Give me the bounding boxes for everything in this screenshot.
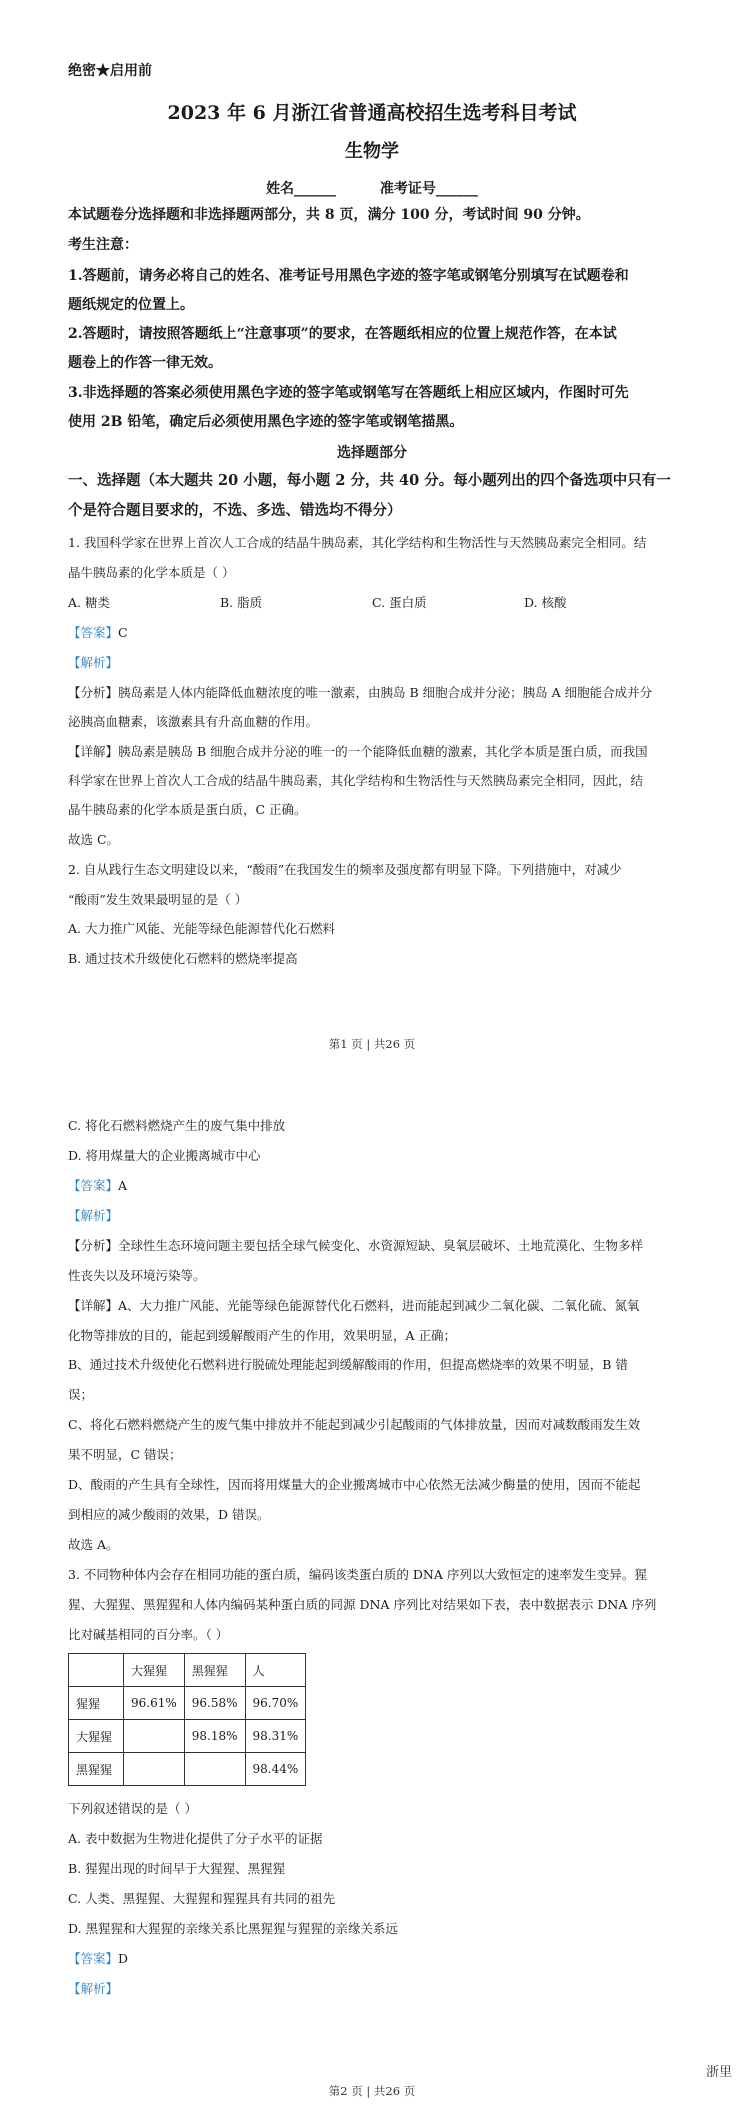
q2-option-b: B. 通过技术升级使化石燃料的燃烧率提高: [68, 951, 298, 966]
answer-tag: 【答案】: [68, 625, 119, 640]
table-row-label: 黑猩猩: [69, 1753, 124, 1786]
q2-option-a: A. 大力推广风能、光能等绿色能源替代化石燃料: [68, 921, 335, 936]
dna-comparison-table: [68, 1653, 306, 1786]
exam-title: 2023 年 6 月浙江省普通高校招生选考科目考试: [167, 102, 577, 124]
note-line: 题卷上的作答一律无效。: [68, 355, 222, 371]
table-cell: [184, 1753, 245, 1786]
table-row: [69, 1753, 306, 1786]
q3-option-d: D. 黑猩猩和大猩猩的亲缘关系比黑猩猩与猩猩的亲缘关系远: [68, 1921, 399, 1936]
q2-option-c: C. 将化石燃料燃烧产生的废气集中排放: [68, 1118, 286, 1133]
subject-title: 生物学: [345, 141, 399, 162]
note-line: 1.答题前，请务必将自己的姓名、准考证号用黑色字迹的签字笔或钢笔分别填写在试题卷和: [68, 268, 629, 284]
table-cell: 98.31%: [245, 1720, 306, 1753]
analysis-tag: 【解析】: [68, 1208, 119, 1223]
table-header-row: [69, 1654, 306, 1687]
q1-answer: [68, 624, 676, 642]
table-cell: 96.58%: [184, 1687, 245, 1720]
analysis-tag: 【解析】: [68, 1981, 119, 1996]
q1-fenxi-line: 【分析】胰岛素是人体内能降低血糖浓度的唯一激素，由胰岛 B 细胞合成并分泌；胰岛 A 细胞能合成并分: [68, 685, 653, 700]
section-heading-line: 一、选择题（本大题共 20 小题，每小题 2 分，共 40 分。每小题列出的四个备选项中只有一: [68, 472, 671, 489]
q1-option-b: B. 脂质: [220, 595, 263, 610]
table-row: [69, 1720, 306, 1753]
q3-answer: [68, 1950, 676, 1968]
answer-tag: 【答案】: [68, 1178, 119, 1193]
analysis-tag: 【解析】: [68, 655, 119, 670]
table-cell: [124, 1720, 185, 1753]
intro-text: 本试题卷分选择题和非选择题两部分，共 8 页，满分 100 分，考试时间 90 分钟。: [68, 207, 590, 223]
q2-detail-line: 误；: [68, 1387, 94, 1402]
q2-fenxi-line: 性丧失以及环境污染等。: [68, 1268, 206, 1283]
q1-detail-line: 【详解】胰岛素是胰岛 B 细胞合成并分泌的唯一的一个能降低血糖的激素，其化学本质是蛋白质，而我国: [68, 744, 648, 759]
q2-detail-line: D、酸雨的产生具有全球性，因而将用煤量大的企业搬离城市中心依然无法减少酶量的使用，因而不能起: [68, 1477, 641, 1492]
q1-detail-line: 晶牛胰岛素的化学本质是蛋白质，C 正确。: [68, 802, 307, 817]
q1-fenxi-line: 泌胰高血糖素，该激素具有升高血糖的作用。: [68, 714, 319, 729]
q1-option-a: A. 糖类: [68, 595, 110, 610]
table-row-label: 猩猩: [69, 1687, 124, 1720]
q2-stem-line: 2. 自从践行生态文明建设以来，“酸雨”在我国发生的频率及强度都有明显下降。下列措施中，对减少: [68, 862, 622, 877]
table-cell: 96.61%: [124, 1687, 185, 1720]
q2-detail-line: B、通过技术升级使化石燃料进行脱硫处理能起到缓解酸雨的作用，但提高燃烧率的效果不明显，B 错: [68, 1357, 628, 1372]
table-cell: 98.18%: [184, 1720, 245, 1753]
table-header-cell: 人: [245, 1654, 306, 1687]
q1-stem-line: 晶牛胰岛素的化学本质是（ ）: [68, 565, 235, 580]
q3-stem-line: 比对碱基相同的百分率。（ ）: [68, 1627, 229, 1642]
q2-detail-line: 化物等排放的目的，能起到缓解酸雨产生的作用，效果明显，A 正确；: [68, 1328, 457, 1343]
table-cell: 98.44%: [245, 1753, 306, 1786]
note-line: 3.非选择题的答案必须使用黑色字迹的签字笔或钢笔写在答题纸上相应区域内，作图时可先: [68, 385, 629, 401]
answer-tag: 【答案】: [68, 1951, 119, 1966]
section-heading-line: 个是符合题目要求的，不选、多选、错选均不得分）: [68, 502, 402, 519]
note-line: 使用 2B 铅笔，确定后必须使用黑色字迹的签字笔或钢笔描黑。: [68, 414, 464, 430]
q1-options: [68, 594, 676, 612]
q3-option-a: A. 表中数据为生物进化提供了分子水平的证据: [68, 1831, 323, 1846]
q2-detail-line: 果不明显，C 错误；: [68, 1447, 182, 1462]
answer-value: A: [118, 1178, 128, 1193]
table-row: [69, 1687, 306, 1720]
q1-conclusion: 故选 C。: [68, 832, 120, 847]
table-cell: [69, 1654, 124, 1687]
q1-stem-line: 1. 我国科学家在世界上首次人工合成的结晶牛胰岛素，其化学结构和生物活性与天然胰岛素完全相同。结: [68, 535, 647, 550]
table-header-cell: 大猩猩: [124, 1654, 185, 1687]
table-cell: 96.70%: [245, 1687, 306, 1720]
q1-option-c: C. 蛋白质: [372, 595, 427, 610]
q2-detail-line: 到相应的减少酸雨的效果，D 错误。: [68, 1507, 270, 1522]
table-header-cell: 黑猩猩: [184, 1654, 245, 1687]
name-id-field: 姓名______ 准考证号______: [266, 181, 478, 197]
q3-question: 下列叙述错误的是（ ）: [68, 1801, 197, 1816]
q2-fenxi-line: 【分析】全球性生态环境问题主要包括全球气候变化、水资源短缺、臭氧层破坏、土地荒漠化、生物多样: [68, 1238, 644, 1253]
answer-value: D: [118, 1951, 129, 1966]
page-separator: [0, 1070, 744, 1090]
q3-stem-line: 3. 不同物种体内会存在相同功能的蛋白质，编码该类蛋白质的 DNA 序列以大致恒定的速率发生变异。猩: [68, 1567, 647, 1582]
corner-watermark: 浙里: [705, 2065, 732, 2080]
q1-detail-line: 科学家在世界上首次人工合成的结晶牛胰岛素，其化学结构和生物活性与天然胰岛素完全相同，因此，结: [68, 773, 644, 788]
secret-mark: 绝密★启用前: [68, 63, 152, 79]
note-line: 题纸规定的位置上。: [68, 297, 194, 313]
q3-stem-line: 猩、大猩猩、黑猩猩和人体内编码某种蛋白质的同源 DNA 序列比对结果如下表，表中数据表示 DNA 序列: [68, 1597, 657, 1612]
table-cell: [124, 1753, 185, 1786]
notes-heading: 考生注意：: [68, 237, 138, 253]
q1-option-d: D. 核酸: [524, 595, 567, 610]
section-title: 选择题部分: [337, 445, 407, 461]
q2-answer: [68, 1177, 676, 1195]
page-footer: 第1 页 | 共26 页: [328, 1037, 416, 1051]
q2-detail-line: 【详解】A、大力推广风能、光能等绿色能源替代化石燃料，进而能起到减少二氧化碳、二氧化硫、氮氧: [68, 1298, 640, 1313]
table-row-label: 大猩猩: [69, 1720, 124, 1753]
q2-conclusion: 故选 A。: [68, 1537, 119, 1552]
page-2: [0, 1090, 744, 2104]
q2-stem-line: “酸雨”发生效果最明显的是（ ）: [68, 892, 248, 907]
q3-option-c: C. 人类、黑猩猩、大猩猩和猩猩具有共同的祖先: [68, 1891, 336, 1906]
q2-option-d: D. 将用煤量大的企业搬离城市中心: [68, 1148, 261, 1163]
q2-detail-line: C、将化石燃料燃烧产生的废气集中排放并不能起到减少引起酸雨的气体排放量，因而对减数酸雨发生效: [68, 1417, 641, 1432]
answer-value: C: [118, 625, 128, 640]
page-footer: 第2 页 | 共26 页: [328, 2084, 416, 2098]
note-line: 2.答题时，请按照答题纸上“注意事项”的要求，在答题纸相应的位置上规范作答，在本试: [68, 326, 617, 342]
q3-option-b: B. 猩猩出现的时间早于大猩猩、黑猩猩: [68, 1861, 286, 1876]
